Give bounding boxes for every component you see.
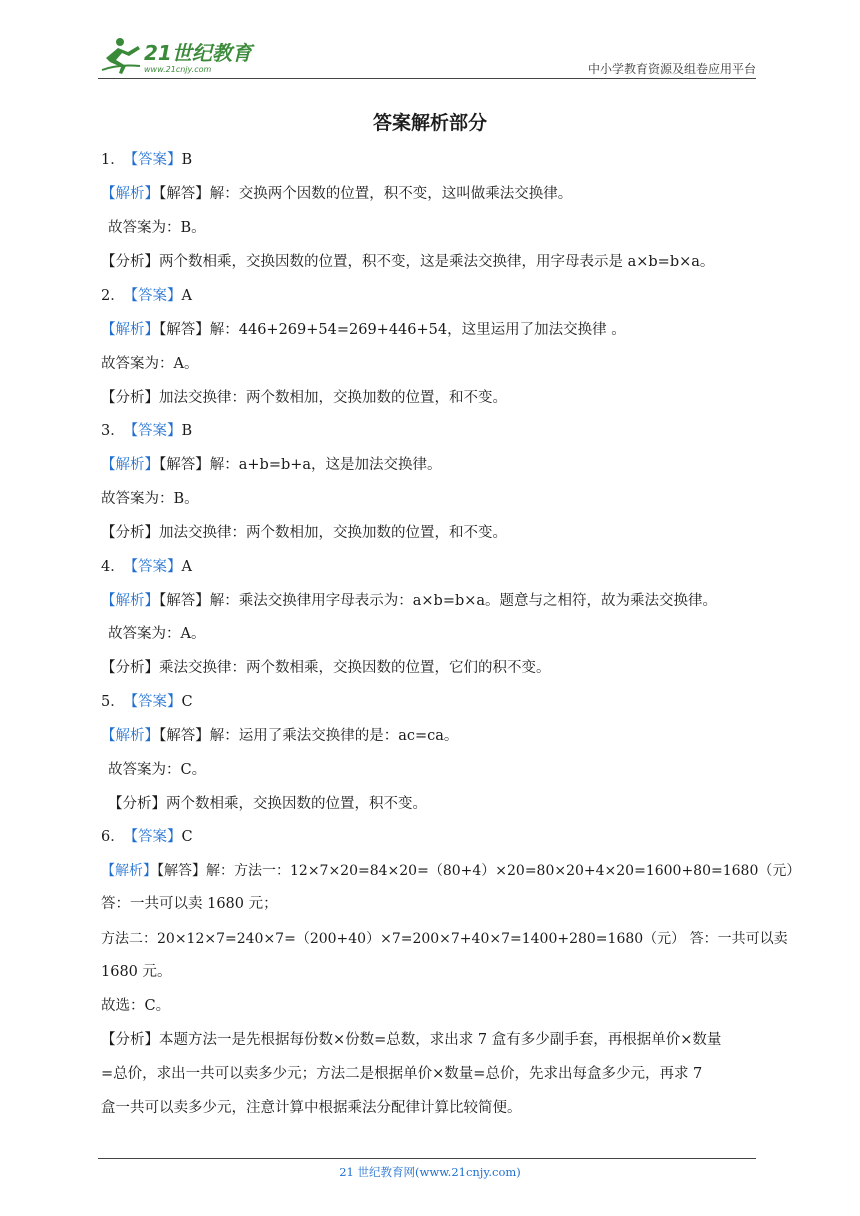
q6-analysis-2: =总价，求出一共可以卖多少元；方法二是根据单价×数量=总价，先求出每盒多少元，再求 7 bbox=[101, 1066, 703, 1082]
header-divider bbox=[98, 78, 756, 79]
q6-conclusion: 故选：C。 bbox=[101, 998, 171, 1014]
q2-analysis: 【分析】加法交换律：两个数相加，交换加数的位置，和不变。 bbox=[101, 390, 507, 406]
logo-text: 21世纪教育 bbox=[144, 41, 252, 65]
runner-icon bbox=[102, 38, 140, 74]
q6-jiexi-line: 【解析】【解答】解：方法一：12×7×20=84×20=（80+4）×20=80×20+4×20=1600+80=1680（元） bbox=[101, 863, 801, 879]
q6-answer-line: 6． 【答案】C bbox=[101, 829, 193, 845]
q6-analysis-1: 【分析】本题方法一是先根据每份数×份数=总数，求出求 7 盒有多少副手套，再根据单价×数量 bbox=[101, 1032, 722, 1048]
q6-method2: 方法二：20×12×7=240×7=（200+40）×7=200×7+40×7=1400+280=1680（元） 答：一共可以卖 bbox=[101, 931, 788, 947]
q4-conclusion: 故答案为：A。 bbox=[108, 626, 206, 642]
header-platform-text: 中小学教育资源及组卷应用平台 bbox=[587, 62, 756, 76]
q3-conclusion: 故答案为：B。 bbox=[101, 491, 199, 507]
logo bbox=[98, 36, 258, 76]
q1-conclusion: 故答案为：B。 bbox=[108, 220, 206, 236]
q1-jiexi-line: 【解析】【解答】解：交换两个因数的位置，积不变，这叫做乘法交换律。 bbox=[101, 186, 573, 202]
logo-url: www.21cnjy.com bbox=[144, 65, 212, 74]
page-header bbox=[98, 30, 756, 78]
footer-link[interactable]: 21 世纪教育网(www.21cnjy.com) bbox=[339, 1165, 521, 1179]
q3-analysis: 【分析】加法交换律：两个数相加，交换加数的位置，和不变。 bbox=[101, 525, 507, 541]
q4-analysis: 【分析】乘法交换律：两个数相乘，交换因数的位置，它们的积不变。 bbox=[101, 660, 551, 676]
q4-answer-line: 4． 【答案】A bbox=[101, 559, 192, 575]
q5-answer-line: 5． 【答案】C bbox=[101, 694, 193, 710]
q3-jiexi-line: 【解析】【解答】解：a+b=b+a，这是加法交换律。 bbox=[101, 457, 442, 473]
q5-analysis: 【分析】两个数相乘，交换因数的位置，积不变。 bbox=[108, 796, 427, 812]
footer-divider bbox=[98, 1158, 756, 1159]
q6-answer-method1: 答：一共可以卖 1680 元； bbox=[101, 896, 278, 912]
q6-analysis-3: 盒一共可以卖多少元，注意计算中根据乘法分配律计算比较简便。 bbox=[101, 1100, 522, 1116]
q2-jiexi-line: 【解析】【解答】解：446+269+54=269+446+54，这里运用了加法交换律 。 bbox=[101, 322, 626, 338]
q2-answer-line: 2． 【答案】A bbox=[101, 288, 192, 304]
q2-conclusion: 故答案为：A。 bbox=[101, 356, 199, 372]
q1-analysis: 【分析】两个数相乘，交换因数的位置，积不变，这是乘法交换律，用字母表示是 a×b=b×a。 bbox=[101, 254, 715, 270]
q6-method2-cont: 1680 元。 bbox=[101, 964, 172, 980]
q5-jiexi-line: 【解析】【解答】解：运用了乘法交换律的是：ac=ca。 bbox=[101, 728, 459, 744]
q1-answer-line: 1． 【答案】B bbox=[101, 152, 193, 168]
q5-conclusion: 故答案为：C。 bbox=[108, 762, 207, 778]
q3-answer-line: 3． 【答案】B bbox=[101, 423, 193, 439]
q4-jiexi-line: 【解析】【解答】解：乘法交换律用字母表示为：a×b=b×a。题意与之相符，故为乘法交换律。 bbox=[101, 593, 718, 609]
page-title: 答案解析部分 bbox=[372, 112, 487, 134]
